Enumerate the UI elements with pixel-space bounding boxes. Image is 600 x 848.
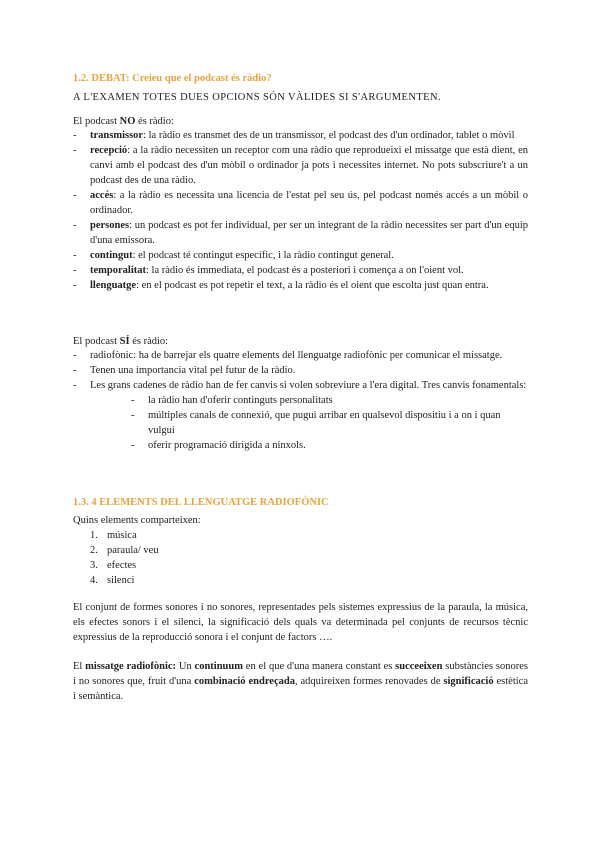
- section-heading-debat: 1.2. DEBAT: Creieu que el podcast és ràdio?: [73, 73, 272, 84]
- list-item: - llenguatge: en el podcast es pot repetir el text, a la ràdio és el oient que escolta just quan entra.: [73, 278, 528, 293]
- list-item: - múltiples canals de connexió, que pugui arribar en qualsevol dispositiu i a on i quan vulgui: [131, 408, 528, 438]
- list-item: - recepció: a la ràdio necessiten un receptor com una ràdio que reprodueixi el missatge que està dient, en canvi amb el podcast des d'un mòbil o ordinador ja pots i necessites internet. No pots subscriure't a un podcast des de una ràdio.: [73, 143, 528, 188]
- no-radio-intro: El podcast NO és ràdio:: [73, 116, 174, 127]
- elements-list: [90, 528, 390, 588]
- list-item: - contingut: el podcast té contingut específic, i la ràdio contingut general.: [73, 248, 528, 263]
- section-heading-elements: 1.3. 4 ELEMENTS DEL LLENGUATGE RADIOFÒNIC: [73, 497, 329, 508]
- list-item: - temporalitat: la ràdio és immediata, el podcast és a posteriori i comença a on l'oient vol.: [73, 263, 528, 278]
- si-radio-list-wrap: [73, 348, 528, 453]
- si-radio-intro: El podcast SÍ és ràdio:: [73, 336, 169, 347]
- si-radio-list: [73, 348, 528, 393]
- list-item: 4. silenci: [90, 575, 135, 586]
- list-item: - oferir programació dirigida a nínxols.: [131, 438, 528, 453]
- canvis-sublist: [73, 393, 528, 453]
- missatge-paragraph: El missatge radiofònic: Un continuum en el que d'una manera constant es succeeixen substàncies sonores i no sonores que, fruit d'una combinació endreçada, adquireixen formes renovades de significació estètica i semàntica.: [73, 661, 528, 702]
- list-item: - persones: un podcast es pot fer individual, per ser un integrant de la ràdio necessites ser part d'un equip d'una emissora.: [73, 218, 528, 248]
- list-item: - Les grans cadenes de ràdio han de fer canvis si volen sobreviure a l'era digital. Tres canvis fonamentals:: [73, 378, 528, 393]
- no-radio-list: [73, 128, 528, 293]
- list-item: 3. efectes: [90, 560, 137, 571]
- list-item: - radiofònic: ha de barrejar els quatre elements del llenguatge radiofònic per comunicar el missatge.: [73, 348, 528, 363]
- list-item: - la ràdio han d'oferir continguts personalitats: [131, 393, 528, 408]
- list-item: 2. paraula/ veu: [90, 545, 159, 556]
- list-item: 1. música: [90, 530, 137, 541]
- list-item: - transmissor: la ràdio es transmet des de un transmissor, el podcast des d'un ordinador, tablet o mòvil: [73, 128, 528, 143]
- definition-paragraph: El conjunt de formes sonores i no sonores, representades pels sistemes expressius de la paraula, la música, els efectes sonors i el silenci, la significació dels quals va determinada pel conjunts de recursos tècnic expressius de la reproducció sonora i el conjunt de factors ….: [73, 602, 528, 643]
- list-item: - Tenen una importancia vital pel futur de la ràdio.: [73, 363, 528, 378]
- exam-note: A L'EXAMEN TOTES DUES OPCIONS SÓN VÀLIDES SI S'ARGUMENTEN.: [73, 92, 441, 103]
- list-item: - accés: a la ràdio es necessita una licencia de l'estat pel seu ús, pel podcast només accés a un mòbil o ordinador.: [73, 188, 528, 218]
- elements-question: Quins elements comparteixen:: [73, 515, 201, 526]
